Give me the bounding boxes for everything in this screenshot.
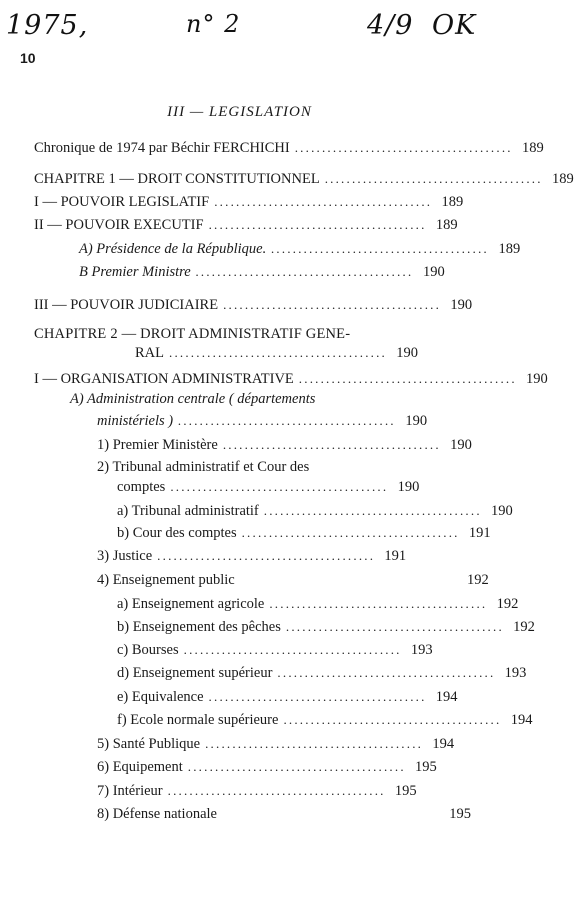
toc-entry-label: RAL — [135, 345, 164, 361]
toc-entry-page: 195 — [449, 806, 471, 822]
toc-entry-label: a) Tribunal administratif — [117, 503, 259, 519]
toc-entry — [117, 520, 491, 542]
toc-entry — [117, 591, 519, 613]
toc-entry-page: 192 — [466, 572, 489, 588]
toc-entry-label: ministériels ) — [97, 413, 174, 429]
toc-entry — [97, 731, 455, 753]
toc-entry-label: 1) Premier Ministère — [97, 437, 218, 453]
toc-entry-label: comptes — [117, 479, 166, 495]
toc-entry-page: 191 — [468, 525, 491, 541]
toc-entry — [97, 801, 471, 823]
toc-entry-label: b) Cour des comptes — [117, 525, 237, 541]
toc-entry-page: 194 — [435, 689, 458, 705]
toc-entry-page: 191 — [384, 548, 407, 564]
toc-entry — [97, 778, 417, 800]
dot-leader: ........................................ — [222, 437, 441, 452]
toc-entry-page: 190 — [450, 297, 473, 313]
dot-leader: ........................................ — [167, 783, 386, 798]
toc-entry-label: I — POUVOIR LEGISLATIF — [34, 194, 210, 210]
toc-entry — [135, 340, 418, 362]
dot-leader: ........................................ — [178, 413, 397, 428]
toc-entry-page: 189 — [498, 241, 521, 257]
toc-entry-label: e) Equivalence — [117, 689, 204, 705]
toc-entry-label: CHAPITRE 2 — DROIT ADMINISTRATIF GENE- — [34, 326, 351, 342]
toc-entry-label: II — POUVOIR EXECUTIF — [34, 217, 204, 233]
dot-leader: ........................................ — [324, 171, 543, 186]
toc-entry-page: 195 — [415, 759, 437, 775]
dot-leader: ........................................ — [214, 194, 433, 209]
toc-entry-page: 189 — [435, 217, 458, 233]
toc-entry-page: 195 — [394, 783, 417, 799]
dot-leader: ........................................ — [298, 371, 517, 386]
toc-entry — [97, 754, 437, 776]
toc-entry — [97, 408, 428, 430]
toc-entry-label: b) Enseignement des pêches — [117, 619, 281, 635]
toc-entry — [117, 498, 513, 520]
dot-leader: ........................................ — [294, 140, 513, 155]
toc-entry-page: 194 — [510, 712, 533, 728]
toc-entry — [34, 292, 473, 314]
dot-leader: ........................................ — [157, 548, 376, 563]
toc-entry — [117, 614, 535, 636]
dot-leader: ........................................ — [169, 345, 387, 360]
toc-entry-label: I — ORGANISATION ADMINISTRATIVE — [34, 371, 294, 387]
dot-leader: ........................................ — [283, 712, 502, 727]
handwritten-year: 1975, — [6, 10, 89, 41]
handwritten-status: OK — [432, 10, 477, 41]
toc-entry-label: d) Enseignement supérieur — [117, 665, 273, 681]
dot-leader: ........................................ — [208, 217, 427, 232]
toc-entry — [117, 637, 433, 659]
toc-entry-label: III — POUVOIR JUDICIAIRE — [34, 297, 219, 313]
toc-entry — [34, 135, 544, 157]
toc-entry-label: c) Bourses — [117, 642, 179, 658]
dot-leader: ........................................ — [205, 736, 424, 751]
dot-leader: ........................................ — [195, 264, 414, 279]
dot-leader: ........................................ — [263, 503, 482, 518]
toc-entry-page: 194 — [432, 736, 455, 752]
toc-entry-label: 6) Equipement — [97, 759, 183, 775]
toc-entry — [117, 707, 533, 729]
toc-entry-page: 189 — [521, 140, 544, 156]
handwritten-issue: n° 2 — [186, 10, 241, 38]
dot-leader: ........................................ — [208, 689, 427, 704]
toc-entry-page: 193 — [410, 642, 433, 658]
toc-entry-label: 3) Justice — [97, 548, 153, 564]
toc-entry — [97, 543, 406, 565]
toc-entry — [117, 474, 420, 496]
toc-entry-page: 189 — [551, 171, 574, 187]
dot-leader: ........................................ — [170, 479, 389, 494]
toc-entry-page: 189 — [441, 194, 464, 210]
toc-entry-label: 2) Tribunal administratif et Cour des — [97, 459, 310, 475]
toc-entry — [34, 166, 574, 188]
toc-entry-label: CHAPITRE 1 — DROIT CONSTITUTIONNEL — [34, 171, 320, 187]
toc-entry-label: B Premier Ministre — [79, 264, 191, 280]
dot-leader: ........................................ — [277, 665, 496, 680]
dot-leader: ........................................ — [285, 619, 504, 634]
handwritten-reference: 4/9 — [367, 10, 414, 41]
toc-entry — [34, 189, 464, 211]
toc-entry — [117, 684, 458, 706]
toc-entry-page: 190 — [491, 503, 513, 519]
toc-entry-page: 192 — [513, 619, 535, 635]
toc-entry-page: 192 — [496, 596, 519, 612]
toc-entry-label: 4) Enseignement public — [97, 572, 235, 588]
dot-leader: ........................................ — [187, 759, 406, 774]
dot-leader: ........................................ — [269, 596, 488, 611]
toc-entry-label: f) Ecole normale supérieure — [117, 712, 279, 728]
toc-entry-page: 193 — [504, 665, 527, 681]
toc-entry-label: A) Présidence de la République. — [79, 241, 267, 257]
toc-entry-page: 190 — [396, 345, 418, 361]
toc-entry-label: 5) Santé Publique — [97, 736, 201, 752]
toc-entry — [34, 212, 458, 234]
toc-entry-page: 190 — [405, 413, 428, 429]
toc-entry-page: 190 — [397, 479, 420, 495]
toc-entry-page: 190 — [450, 437, 472, 453]
toc-entry-label: a) Enseignement agricole — [117, 596, 265, 612]
toc-entry-label: 8) Défense nationale — [97, 806, 217, 822]
toc-entry — [79, 236, 521, 258]
dot-leader: ........................................ — [271, 241, 490, 256]
dot-leader: ........................................ — [241, 525, 460, 540]
toc-entry — [97, 432, 472, 454]
dot-leader: ........................................ — [183, 642, 402, 657]
toc-entry — [97, 567, 489, 589]
toc-entry — [79, 259, 445, 281]
dot-leader: ........................................ — [223, 297, 442, 312]
toc-entry-page: 190 — [422, 264, 445, 280]
toc-entry-label: 7) Intérieur — [97, 783, 163, 799]
section-title: III — LEGISLATION — [167, 104, 312, 120]
toc-entry-label: Chronique de 1974 par Béchir FERCHICHI — [34, 140, 290, 156]
toc-entry — [34, 366, 548, 388]
toc-entry-page: 190 — [526, 371, 548, 387]
page-number: 10 — [20, 50, 36, 66]
toc-entry — [117, 660, 527, 682]
toc-entry-label: A) Administration centrale ( départements — [70, 391, 316, 407]
